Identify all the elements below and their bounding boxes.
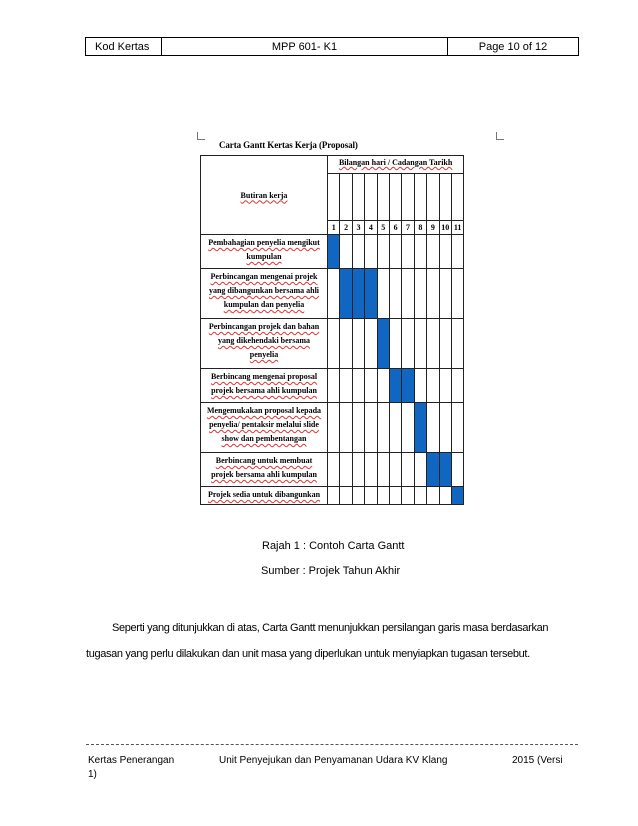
footer-right-continued: 1) [88, 769, 97, 780]
gantt-empty-cell [365, 235, 377, 269]
gantt-empty-cell [340, 453, 352, 487]
body-text-line-2: tugasan yang perlu dilakukan dan unit masa yang diperlukan untuk menyiapkan tugasan tersebut. [86, 648, 530, 660]
gantt-bar-cell [365, 269, 377, 319]
gantt-empty-cell [352, 487, 364, 505]
task-label [201, 403, 328, 453]
gantt-bar-cell [451, 487, 463, 505]
gantt-empty-cell [402, 319, 414, 369]
task-label-line: Mengemukakan proposal kepada [206, 406, 322, 415]
task-label-line: yang dibangunkan bersama ahli [208, 286, 320, 295]
gantt-empty-cell [414, 269, 426, 319]
gantt-title: Carta Gantt Kertas Kerja (Proposal) [219, 140, 358, 150]
gantt-task-row [201, 453, 464, 487]
gantt-empty-cell [439, 319, 451, 369]
gantt-empty-cell [451, 235, 463, 269]
task-label-line: Berbincang mengenai proposal [210, 372, 318, 381]
gantt-empty-cell [365, 369, 377, 403]
gantt-bar-cell [389, 369, 401, 403]
gantt-bar-cell [328, 235, 340, 269]
gantt-chart-image [200, 140, 471, 518]
task-label-line: penyelia/ pentaksir melalui slide [209, 420, 319, 429]
gantt-empty-cell [451, 403, 463, 453]
task-column-header-text: Butiran kerja [240, 190, 288, 200]
body-text-line-1: Seperti yang ditunjukkan di atas, Carta Gantt menunjukkan persilangan garis masa berdasarkan [112, 622, 549, 634]
gantt-empty-cell [340, 235, 352, 269]
gantt-empty-cell [439, 235, 451, 269]
gantt-empty-cell [389, 269, 401, 319]
gantt-empty-cell [377, 487, 389, 505]
task-label [201, 487, 328, 505]
page-header-table [85, 37, 579, 56]
day-number: 7 [402, 221, 414, 235]
gantt-empty-cell [402, 453, 414, 487]
task-label [201, 319, 328, 369]
day-number: 2 [340, 221, 352, 235]
gantt-empty-cell [328, 487, 340, 505]
task-label-line: kumpulan dan penyelia [223, 300, 305, 309]
day-header-cell [352, 174, 364, 221]
gantt-bar-cell [414, 403, 426, 453]
gantt-empty-cell [427, 319, 439, 369]
task-column-header [201, 156, 328, 235]
gantt-empty-cell [365, 453, 377, 487]
day-header-cell [427, 174, 439, 221]
footer-right: 2015 (Versi [512, 755, 563, 766]
gantt-empty-cell [427, 269, 439, 319]
day-number: 4 [365, 221, 377, 235]
gantt-empty-cell [451, 269, 463, 319]
task-label-line: yang dikehendaki bersama [217, 336, 311, 345]
day-header-cell [414, 174, 426, 221]
gantt-empty-cell [389, 453, 401, 487]
task-label-line: show dan pembentangan [221, 434, 307, 443]
day-number: 1 [328, 221, 340, 235]
task-label [201, 453, 328, 487]
gantt-table [200, 155, 464, 505]
day-number: 10 [439, 221, 451, 235]
footer-divider [86, 744, 578, 745]
gantt-empty-cell [328, 403, 340, 453]
gantt-empty-cell [402, 487, 414, 505]
gantt-empty-cell [340, 319, 352, 369]
task-label-line: penyelia [249, 350, 279, 359]
task-label-line: Perbincangan projek dan bahan [208, 322, 320, 331]
gantt-empty-cell [439, 269, 451, 319]
gantt-empty-cell [377, 235, 389, 269]
gantt-empty-cell [352, 369, 364, 403]
gantt-bar-cell [439, 453, 451, 487]
gantt-empty-cell [328, 319, 340, 369]
gantt-empty-cell [389, 235, 401, 269]
gantt-task-row [201, 235, 464, 269]
figure-caption: Rajah 1 : Contoh Carta Gantt [262, 540, 405, 552]
gantt-empty-cell [377, 403, 389, 453]
gantt-task-row [201, 369, 464, 403]
gantt-empty-cell [352, 453, 364, 487]
crop-mark-left [197, 132, 205, 140]
day-header-cell [328, 174, 340, 221]
gantt-empty-cell [340, 369, 352, 403]
gantt-empty-cell [402, 235, 414, 269]
gantt-empty-cell [365, 319, 377, 369]
task-label [201, 235, 328, 269]
gantt-empty-cell [365, 403, 377, 453]
gantt-empty-cell [389, 487, 401, 505]
day-header-cell [451, 174, 463, 221]
gantt-empty-cell [328, 269, 340, 319]
gantt-empty-cell [427, 487, 439, 505]
footer-center: Unit Penyejukan dan Penyamanan Udara KV Klang [219, 755, 448, 766]
gantt-empty-cell [427, 369, 439, 403]
gantt-empty-cell [377, 369, 389, 403]
task-label-line: Pembahagian penyelia mengikut [208, 238, 320, 247]
crop-mark-right [496, 132, 504, 140]
task-label [201, 269, 328, 319]
gantt-empty-cell [328, 453, 340, 487]
figure-source: Sumber : Projek Tahun Akhir [261, 565, 401, 577]
task-label-line: projek bersama ahli kumpulan [211, 386, 317, 395]
paper-code-label: Kod Kertas [86, 38, 162, 55]
gantt-bar-cell [352, 269, 364, 319]
day-number: 5 [377, 221, 389, 235]
task-label-line: Berbincang untuk membuat [215, 456, 313, 465]
page-number: Page 10 of 12 [478, 40, 548, 53]
day-number: 3 [352, 221, 364, 235]
gantt-task-row [201, 319, 464, 369]
gantt-empty-cell [451, 453, 463, 487]
day-number: 9 [427, 221, 439, 235]
gantt-empty-cell [414, 487, 426, 505]
gantt-empty-cell [451, 369, 463, 403]
gantt-empty-cell [451, 319, 463, 369]
gantt-empty-cell [439, 369, 451, 403]
gantt-task-row [201, 487, 464, 505]
gantt-empty-cell [427, 403, 439, 453]
day-number: 8 [414, 221, 426, 235]
gantt-empty-cell [340, 487, 352, 505]
gantt-bar-cell [340, 269, 352, 319]
day-header-cell [402, 174, 414, 221]
gantt-empty-cell [402, 269, 414, 319]
gantt-empty-cell [414, 453, 426, 487]
gantt-bar-cell [377, 319, 389, 369]
paper-code-value: MPP 601- K1 [162, 38, 448, 55]
gantt-empty-cell [352, 235, 364, 269]
gantt-empty-cell [414, 235, 426, 269]
gantt-bar-cell [402, 369, 414, 403]
gantt-empty-cell [439, 403, 451, 453]
task-label-line: projek bersama ahli kumpulan [211, 470, 317, 479]
gantt-empty-cell [439, 487, 451, 505]
gantt-empty-cell [389, 319, 401, 369]
gantt-empty-cell [328, 369, 340, 403]
day-number: 6 [389, 221, 401, 235]
day-header-cell [377, 174, 389, 221]
day-header-cell [389, 174, 401, 221]
gantt-empty-cell [414, 319, 426, 369]
gantt-empty-cell [389, 403, 401, 453]
task-label-line: Projek sedia untuk dibangunkan [207, 490, 321, 499]
day-header-cell [365, 174, 377, 221]
gantt-empty-cell [377, 453, 389, 487]
gantt-empty-cell [427, 235, 439, 269]
day-number: 11 [451, 221, 463, 235]
gantt-task-row [201, 403, 464, 453]
task-label [201, 369, 328, 403]
footer-left: Kertas Penerangan [88, 755, 175, 766]
gantt-bar-cell [427, 453, 439, 487]
task-label-line: kumpulan [246, 252, 282, 261]
gantt-empty-cell [340, 403, 352, 453]
gantt-empty-cell [365, 487, 377, 505]
gantt-task-row [201, 269, 464, 319]
day-header-cell [340, 174, 352, 221]
days-column-header [328, 156, 464, 174]
day-header-cell [439, 174, 451, 221]
gantt-empty-cell [377, 269, 389, 319]
gantt-empty-cell [414, 369, 426, 403]
gantt-empty-cell [402, 403, 414, 453]
gantt-empty-cell [352, 403, 364, 453]
days-column-header-text: Bilangan hari / Cadangan Tarikh [338, 158, 453, 167]
task-label-line: Perbincangan mengenai projek [210, 272, 318, 281]
gantt-empty-cell [352, 319, 364, 369]
